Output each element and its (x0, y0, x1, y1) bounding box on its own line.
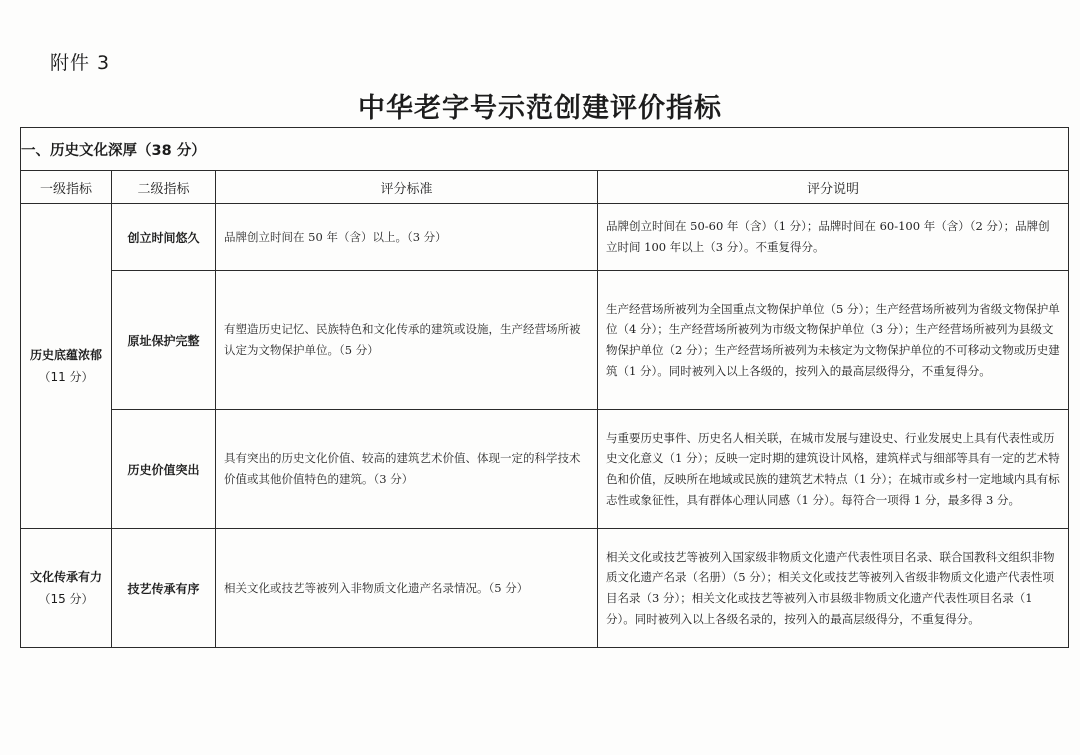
level2-cell: 历史价值突出 (112, 410, 216, 529)
evaluation-table (20, 127, 1069, 648)
criteria-cell: 具有突出的历史文化价值、较高的建筑艺术价值、体现一定的科学技术价值或其他价值特色的建筑。（3 分） (216, 410, 598, 529)
criteria-cell: 相关文化或技艺等被列入非物质文化遗产名录情况。（5 分） (216, 529, 598, 648)
description-cell: 与重要历史事件、历史名人相关联，在城市发展与建设史、行业发展史上具有代表性或历史文化意义（1 分）；反映一定时期的建筑设计风格，建筑样式与细部等具有一定的艺术特色和价值，反映所在地域或民族的建筑艺术特点（1 分）；在城市或乡村一定地域内具有标志性或象征性，具有群体心理认同感（1 分）。每符合一项得 1 分，最多得 3 分。 (598, 410, 1069, 529)
level2-cell: 原址保护完整 (112, 271, 216, 410)
section-heading: 一、历史文化深厚（38 分） (21, 128, 1069, 171)
table-row (21, 204, 1069, 271)
level1-name: 历史底蕴浓郁 (29, 348, 102, 362)
criteria-cell: 有塑造历史记忆、民族特色和文化传承的建筑或设施，生产经营场所被认定为文物保护单位。（5 分） (216, 271, 598, 410)
table-row (21, 271, 1069, 410)
level1-cell (21, 529, 112, 648)
header-level2: 二级指标 (112, 171, 216, 204)
document-title: 中华老字号示范创建评价指标 (358, 93, 722, 124)
description-cell: 生产经营场所被列为全国重点文物保护单位（5 分）；生产经营场所被列为省级文物保护单位（4 分）；生产经营场所被列为市级文物保护单位（3 分）；生产经营场所被列为县级文物保护单位（2 分）；生产经营场所被列为未核定为文物保护单位的不可移动文物或历史建筑（1 分）。同时被列入以上各级的，按列入的最高层级得分，不重复得分。 (598, 271, 1069, 410)
attachment-label: 附件 3 (50, 52, 111, 74)
level1-name: 文化传承有力 (29, 570, 102, 584)
criteria-cell: 品牌创立时间在 50 年（含）以上。（3 分） (216, 204, 598, 271)
header-level1: 一级指标 (21, 171, 112, 204)
table-row (21, 529, 1069, 648)
header-description: 评分说明 (598, 171, 1069, 204)
level1-points: （11 分） (38, 370, 94, 384)
level2-cell: 技艺传承有序 (112, 529, 216, 648)
header-criteria: 评分标准 (216, 171, 598, 204)
description-cell: 相关文化或技艺等被列入国家级非物质文化遗产代表性项目名录、联合国教科文组织非物质文化遗产名录（名册）（5 分）；相关文化或技艺等被列入省级非物质文化遗产代表性项目名录（3 分）；相关文化或技艺等被列入市县级非物质文化遗产代表性项目名录（1 分）。同时被列入以上各级名录的，按列入的最高层级得分，不重复得分。 (598, 529, 1069, 648)
level1-cell (21, 204, 112, 529)
level1-points: （15 分） (38, 592, 94, 606)
level2-cell: 创立时间悠久 (112, 204, 216, 271)
description-cell: 品牌创立时间在 50-60 年（含）（1 分）；品牌时间在 60-100 年（含）（2 分）；品牌创立时间 100 年以上（3 分）。不重复得分。 (598, 204, 1069, 271)
table-header-row (21, 171, 1069, 204)
table-row (21, 410, 1069, 529)
section-row (21, 128, 1069, 171)
